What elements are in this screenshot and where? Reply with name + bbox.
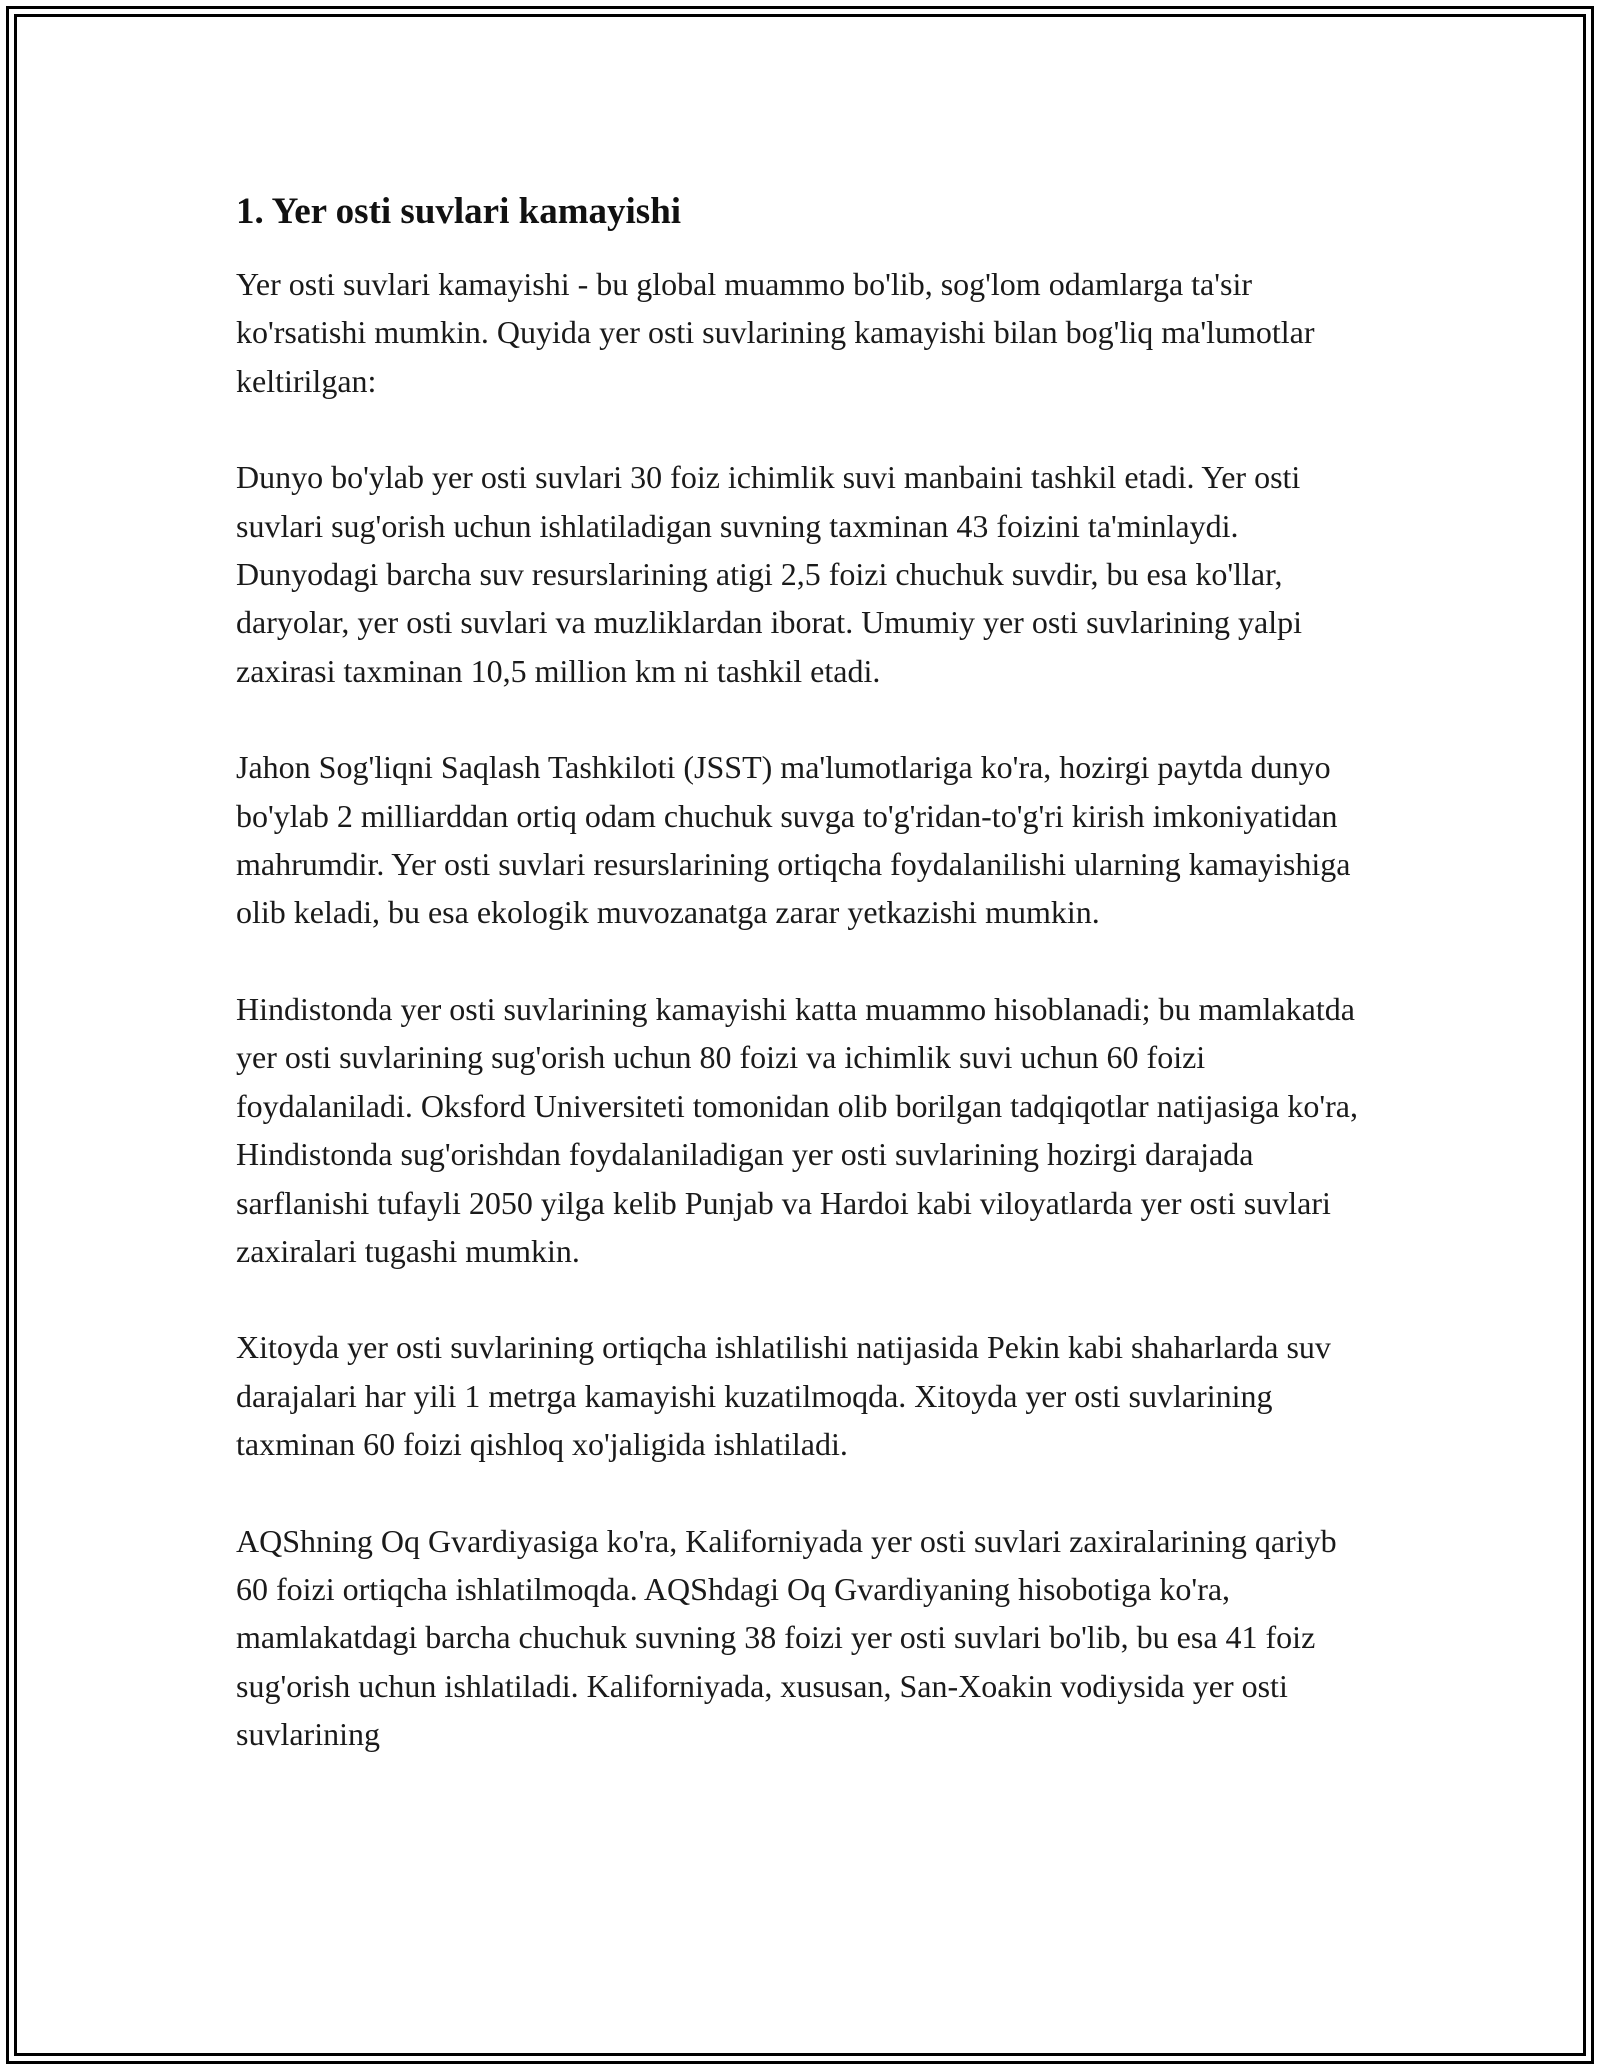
- document-body: [236, 188, 1376, 1807]
- paragraph-intro: Yer osti suvlari kamayishi - bu global muammo bo'lib, sog'lom odamlarga ta'sir ko'rsatishi mumkin. Quyida yer osti suvlarining kamayishi bilan bog'liq ma'lumotlar keltirilgan:: [236, 266, 1315, 399]
- paragraph-usa: AQShning Oq Gvardiyasiga ko'ra, Kaliforniyada yer osti suvlari zaxiralarining qariyb 60 foizi ortiqcha ishlatilmoqda. AQShdagi Oq Gvardiyaning hisobotiga ko'ra, mamlakatdagi barcha chuchuk suvning 38 foizi yer osti suvlari bo'lib, bu esa 41 foiz sug'orish uchun ishlatiladi. Kaliforniyada, xususan, San-Xoakin vodiysida yer osti suvlarining: [236, 1522, 1337, 1753]
- paragraph-world-statistics: Dunyo bo'ylab yer osti suvlari 30 foiz ichimlik suvi manbaini tashkil etadi. Yer osti suvlari sug'orish uchun ishlatiladigan suvning taxminan 43 foizini ta'minlaydi. Dunyodagi barcha suv resurslarining atigi 2,5 foizi chuchuk suvdir, bu esa ko'llar, daryolar, yer osti suvlari va muzliklardan iborat. Umumiy yer osti suvlarining yalpi zaxirasi taxminan 10,5 million km ni tashkil etadi.: [236, 459, 1303, 689]
- paragraph-india: Hindistonda yer osti suvlarining kamayishi katta muammo hisoblanadi; bu mamlakatda yer osti suvlarining sug'orish uchun 80 foizi va ichimlik suvi uchun 60 foizi foydalaniladi. Oksford Universiteti tomonidan olib borilgan tadqiqotlar natijasiga ko'ra, Hindistonda sug'orishdan foydalaniladigan yer osti suvlarining hozirgi darajada sarflanishi tufayli 2050 yilga kelib Punjab va Hardoi kabi viloyatlarda yer osti suvlari zaxiralari tugashi mumkin.: [236, 990, 1358, 1269]
- paragraph-china: Xitoyda yer osti suvlarining ortiqcha ishlatilishi natijasida Pekin kabi shaharlarda suv darajalari har yili 1 metrga kamayishi kuzatilmoqda. Xitoyda yer osti suvlarining taxminan 60 foizi qishloq xo'jaligida ishlatiladi.: [236, 1329, 1331, 1463]
- section-heading: 1. Yer osti suvlari kamayishi: [236, 191, 682, 232]
- paragraph-who-data: Jahon Sog'liqni Saqlash Tashkiloti (JSST) ma'lumotlariga ko'ra, hozirgi paytda dunyo bo'ylab 2 milliarddan ortiq odam chuchuk suvga to'g'ridan-to'g'ri kirish imkoniyatidan mahrumdir. Yer osti suvlari resurslarining ortiqcha foydalanilishi ularning kamayishiga olib keladi, bu esa ekologik muvozanatga zarar yetkazishi mumkin.: [236, 749, 1351, 931]
